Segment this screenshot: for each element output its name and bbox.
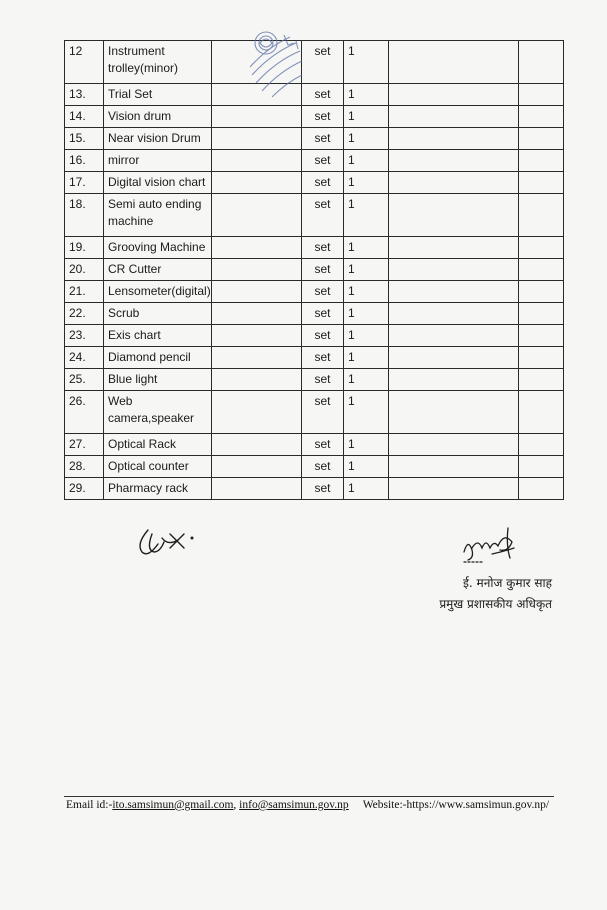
unit-cell: set — [302, 128, 344, 150]
table-row — [65, 194, 564, 237]
row-number: 21. — [65, 281, 104, 303]
unit-cell: set — [302, 237, 344, 259]
remarks-cell — [389, 369, 519, 391]
row-number: 19. — [65, 237, 104, 259]
extra-cell — [519, 434, 564, 456]
quantity-cell: 1 — [344, 478, 389, 500]
remarks-cell — [389, 434, 519, 456]
item-name: Pharmacy rack — [104, 478, 212, 500]
extra-cell — [519, 347, 564, 369]
item-name: Exis chart — [104, 325, 212, 347]
table-row — [65, 84, 564, 106]
unit-cell: set — [302, 106, 344, 128]
email-label: Email id:- — [66, 799, 113, 811]
unit-cell: set — [302, 172, 344, 194]
remarks-cell — [389, 194, 519, 237]
unit-cell: set — [302, 281, 344, 303]
row-number: 27. — [65, 434, 104, 456]
extra-cell — [519, 259, 564, 281]
remarks-cell — [389, 303, 519, 325]
spec-cell — [212, 434, 302, 456]
unit-cell: set — [302, 84, 344, 106]
item-name: Near vision Drum — [104, 128, 212, 150]
quantity-cell: 1 — [344, 237, 389, 259]
spec-cell — [212, 237, 302, 259]
spec-cell — [212, 150, 302, 172]
table-row — [65, 259, 564, 281]
extra-cell — [519, 369, 564, 391]
quantity-cell: 1 — [344, 106, 389, 128]
table-row — [65, 237, 564, 259]
remarks-cell — [389, 325, 519, 347]
unit-cell: set — [302, 150, 344, 172]
email-separator: , — [233, 799, 240, 811]
unit-cell: set — [302, 456, 344, 478]
quantity-cell: 1 — [344, 391, 389, 434]
table-row — [65, 281, 564, 303]
item-name: Instrument trolley(minor) — [104, 41, 212, 84]
table-row — [65, 434, 564, 456]
spec-cell — [212, 172, 302, 194]
unit-cell: set — [302, 194, 344, 237]
spec-cell — [212, 194, 302, 237]
spec-cell — [212, 281, 302, 303]
unit-cell: set — [302, 259, 344, 281]
row-number: 15. — [65, 128, 104, 150]
spec-cell — [212, 369, 302, 391]
spec-cell — [212, 456, 302, 478]
extra-cell — [519, 237, 564, 259]
equipment-table-body — [65, 41, 564, 500]
remarks-cell — [389, 259, 519, 281]
extra-cell — [519, 41, 564, 84]
row-number: 12 — [65, 41, 104, 84]
spec-cell — [212, 84, 302, 106]
row-number: 28. — [65, 456, 104, 478]
spec-cell — [212, 478, 302, 500]
signatory-name: ई. मनोज कुमार साह — [463, 576, 552, 590]
signatory-block — [412, 573, 552, 615]
spec-cell — [212, 303, 302, 325]
row-number: 22. — [65, 303, 104, 325]
table-row — [65, 325, 564, 347]
unit-cell: set — [302, 478, 344, 500]
quantity-cell: 1 — [344, 172, 389, 194]
extra-cell — [519, 281, 564, 303]
quantity-cell: 1 — [344, 41, 389, 84]
handwritten-signature-left — [134, 520, 204, 560]
row-number: 25. — [65, 369, 104, 391]
quantity-cell: 1 — [344, 347, 389, 369]
row-number: 13. — [65, 84, 104, 106]
spec-cell — [212, 259, 302, 281]
item-name: Semi auto ending machine — [104, 194, 212, 237]
extra-cell — [519, 194, 564, 237]
quantity-cell: 1 — [344, 369, 389, 391]
remarks-cell — [389, 41, 519, 84]
quantity-cell: 1 — [344, 84, 389, 106]
item-name: Digital vision chart — [104, 172, 212, 194]
unit-cell: set — [302, 325, 344, 347]
table-row — [65, 391, 564, 434]
unit-cell: set — [302, 41, 344, 84]
row-number: 17. — [65, 172, 104, 194]
table-row — [65, 41, 564, 84]
item-name: Trial Set — [104, 84, 212, 106]
item-name: Vision drum — [104, 106, 212, 128]
website-link[interactable]: https://www.samsimun.gov.np/ — [406, 799, 550, 811]
spec-cell — [212, 128, 302, 150]
extra-cell — [519, 128, 564, 150]
quantity-cell: 1 — [344, 434, 389, 456]
remarks-cell — [389, 106, 519, 128]
unit-cell: set — [302, 303, 344, 325]
unit-cell: set — [302, 391, 344, 434]
item-name: Blue light — [104, 369, 212, 391]
row-number: 18. — [65, 194, 104, 237]
row-number: 23. — [65, 325, 104, 347]
extra-cell — [519, 478, 564, 500]
extra-cell — [519, 106, 564, 128]
table-row — [65, 106, 564, 128]
quantity-cell: 1 — [344, 194, 389, 237]
quantity-cell: 1 — [344, 259, 389, 281]
extra-cell — [519, 456, 564, 478]
remarks-cell — [389, 456, 519, 478]
table-row — [65, 369, 564, 391]
quantity-cell: 1 — [344, 303, 389, 325]
quantity-cell: 1 — [344, 128, 389, 150]
unit-cell: set — [302, 434, 344, 456]
spec-cell — [212, 106, 302, 128]
row-number: 16. — [65, 150, 104, 172]
quantity-cell: 1 — [344, 456, 389, 478]
remarks-cell — [389, 281, 519, 303]
extra-cell — [519, 391, 564, 434]
unit-cell: set — [302, 369, 344, 391]
quantity-cell: 1 — [344, 325, 389, 347]
item-name: Scrub — [104, 303, 212, 325]
spec-cell — [212, 347, 302, 369]
extra-cell — [519, 172, 564, 194]
remarks-cell — [389, 128, 519, 150]
row-number: 20. — [65, 259, 104, 281]
remarks-cell — [389, 150, 519, 172]
item-name: Diamond pencil — [104, 347, 212, 369]
item-name: CR Cutter — [104, 259, 212, 281]
item-name: Optical Rack — [104, 434, 212, 456]
equipment-table — [64, 40, 564, 500]
handwritten-signature-right — [458, 524, 522, 568]
remarks-cell — [389, 391, 519, 434]
spec-cell — [212, 391, 302, 434]
item-name: Web camera,speaker — [104, 391, 212, 434]
item-name: Lensometer(digital) — [104, 281, 212, 303]
remarks-cell — [389, 84, 519, 106]
row-number: 24. — [65, 347, 104, 369]
extra-cell — [519, 303, 564, 325]
table-row — [65, 478, 564, 500]
item-name: Grooving Machine — [104, 237, 212, 259]
email-link-info[interactable]: info@samsimun.gov.np — [239, 799, 349, 811]
unit-cell: set — [302, 347, 344, 369]
table-row — [65, 128, 564, 150]
table-row — [65, 456, 564, 478]
footer-contact — [66, 799, 556, 811]
table-row — [65, 347, 564, 369]
remarks-cell — [389, 347, 519, 369]
spec-cell — [212, 325, 302, 347]
row-number: 26. — [65, 391, 104, 434]
email-link-ito[interactable]: ito.samsimun@gmail.com — [112, 799, 234, 811]
quantity-cell: 1 — [344, 281, 389, 303]
table-row — [65, 172, 564, 194]
item-name: mirror — [104, 150, 212, 172]
footer-divider — [64, 796, 554, 797]
signatory-title: प्रमुख प्रशासकीय अधिकृत — [439, 597, 552, 611]
row-number: 14. — [65, 106, 104, 128]
item-name: Optical counter — [104, 456, 212, 478]
table-row — [65, 150, 564, 172]
extra-cell — [519, 84, 564, 106]
quantity-cell: 1 — [344, 150, 389, 172]
website-label: Website:- — [362, 799, 407, 811]
row-number: 29. — [65, 478, 104, 500]
remarks-cell — [389, 172, 519, 194]
table-row — [65, 303, 564, 325]
spec-cell — [212, 41, 302, 84]
remarks-cell — [389, 237, 519, 259]
extra-cell — [519, 325, 564, 347]
remarks-cell — [389, 478, 519, 500]
extra-cell — [519, 150, 564, 172]
